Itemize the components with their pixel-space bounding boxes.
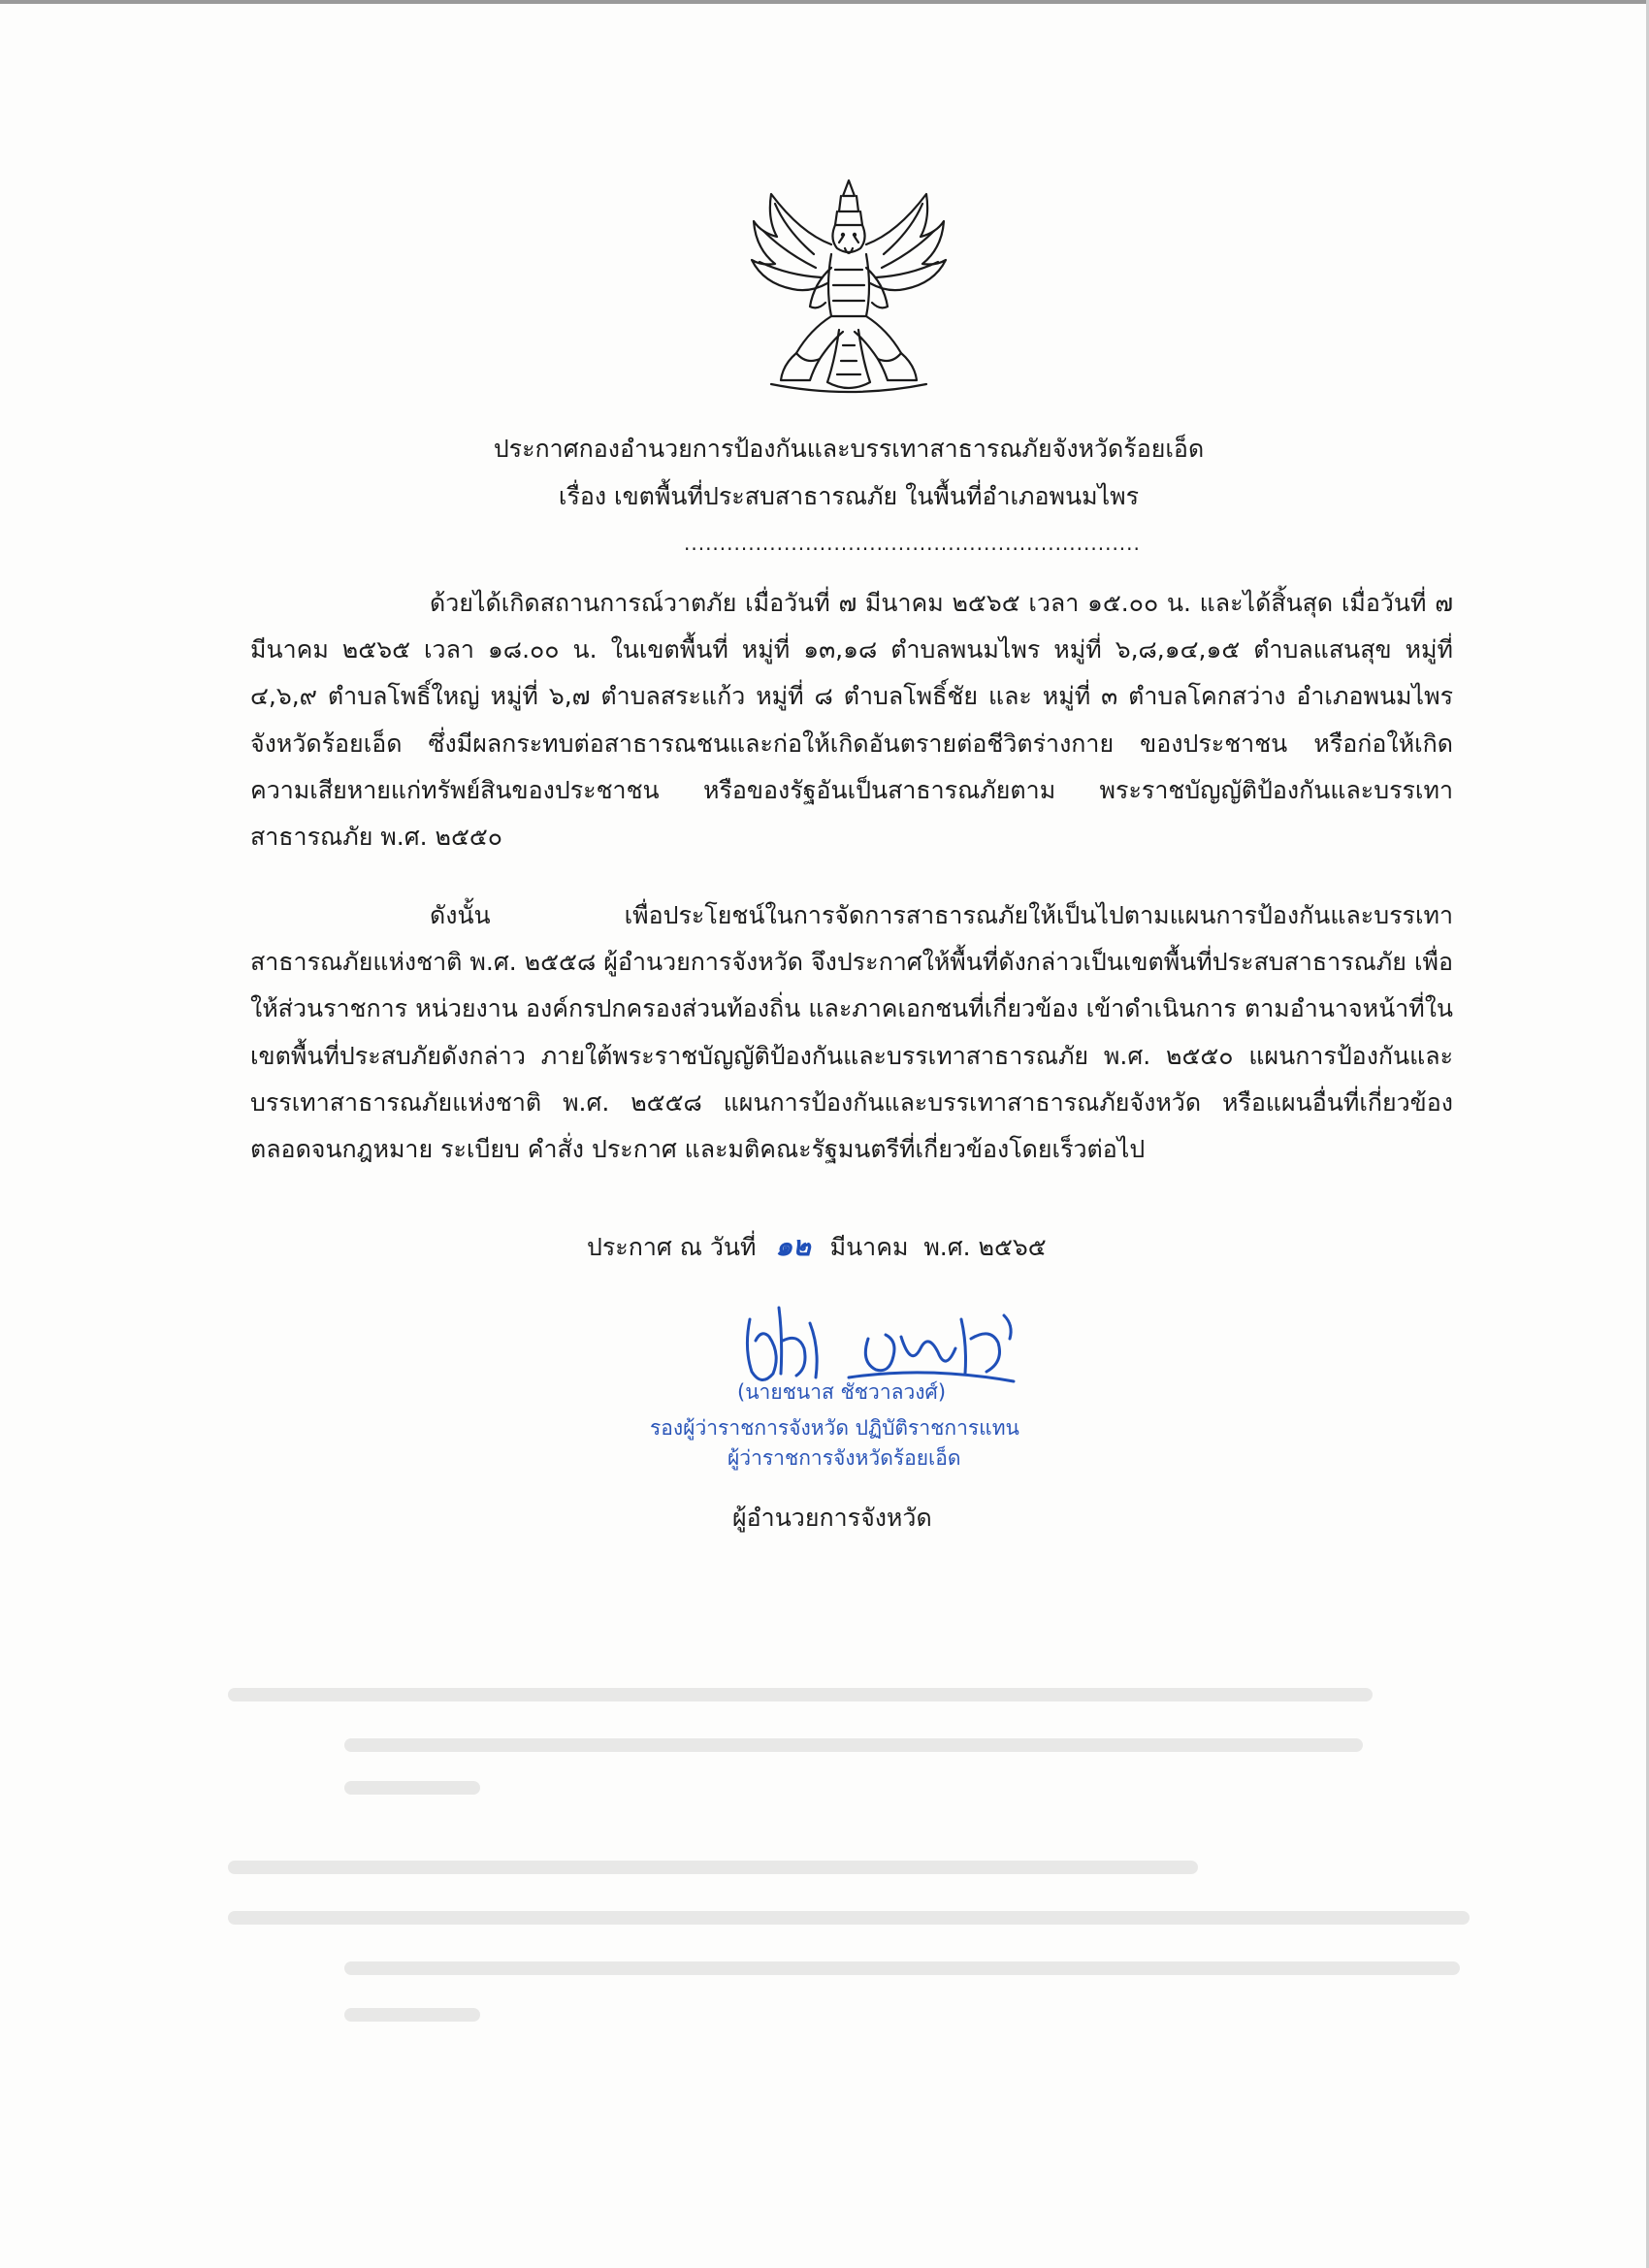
date-prefix: ประกาศ ณ วันที่ <box>587 1233 757 1261</box>
signatory-name: (นายชนาส ชัชวาลวงศ์) <box>737 1380 947 1404</box>
announcement-date <box>587 1227 1047 1267</box>
body-paragraph-2: ดังนั้น เพื่อประโยชน์ในการจัดการสาธารณภัยให้เป็นไปตามแผนการป้องกันและบรรเทา สาธารณภัยแห่งชาติ พ.ศ. ๒๕๕๘ ผู้อำนวยการจังหวัด จึงประกาศให้พื้นที่ดังกล่าวเป็นเขตพื้นที่ประสบสาธารณภัย เพื่อให้ส่วนราชการ หน่วยงาน องค์กรปกครองส่วนท้องถิ่น และภาคเอกชนที่เกี่ยวข้อง เข้าดำเนินการ ตามอำนาจหน้าที่ในเขตพื้นที่ประสบภัยดังกล่าว ภายใต้พระราชบัญญัติป้องกันและบรรเทาสาธารณภัย พ.ศ. ๒๕๕๐ แผนการป้องกันและบรรเทาสาธารณภัยแห่งชาติ พ.ศ. ๒๕๕๘ แผนการป้องกันและบรรเทาสาธารณภัยจังหวัด หรือแผนอื่นที่เกี่ยวข้อง ตลอดจนกฎหมาย ระเบียบ คำสั่ง ประกาศ และมติคณะรัฐมนตรีที่เกี่ยวข้องโดยเร็วต่อไป <box>250 901 1453 1164</box>
date-year: พ.ศ. ๒๕๖๕ <box>923 1233 1047 1261</box>
date-month: มีนาคม <box>829 1233 909 1261</box>
body-paragraph-1: ด้วยได้เกิดสถานการณ์วาตภัย เมื่อวันที่ ๗ มีนาคม ๒๕๖๕ เวลา ๑๕.๐๐ น. และได้สิ้นสุด เมื่อวันที่ ๗ มีนาคม ๒๕๖๕ เวลา ๑๘.๐๐ น. ในเขตพื้นที่ หมู่ที่ ๑๓,๑๘ ตำบลพนมไพร หมู่ที่ ๖,๘,๑๔,๑๕ ตำบลแสนสุข หมู่ที่ ๔,๖,๙ ตำบลโพธิ์ใหญ่ หมู่ที่ ๖,๗ ตำบลสระแก้ว หมู่ที่ ๘ ตำบลโพธิ์ชัย และ หมู่ที่ ๓ ตำบลโคกสว่าง อำเภอพนมไพร จังหวัดร้อยเอ็ด ซึ่งมีผลกระทบต่อสาธารณชนและก่อให้เกิดอันตรายต่อชีวิตร่างกาย ของประชาชน หรือก่อให้เกิดความเสียหายแก่ทรัพย์สินของประชาชน หรือของรัฐอันเป็นสาธารณภัยตาม พระราชบัญญัติป้องกันและบรรเทาสาธารณภัย พ.ศ. ๒๕๕๐ <box>250 589 1453 852</box>
reverse-side-show-through <box>228 1688 1470 2057</box>
signatory-title-line-1: รองผู้ว่าราชการจังหวัด ปฏิบัติราชการแทน <box>650 1416 1019 1440</box>
scan-edge-top <box>0 0 1649 4</box>
garuda-emblem-icon <box>742 175 955 398</box>
signatory-title-line-2: ผู้ว่าราชการจังหวัดร้อยเอ็ด <box>728 1446 961 1470</box>
announcement-subject: เรื่อง เขตพื้นที่ประสบสาธารณภัย ในพื้นที่อำเภอพนมไพร <box>558 482 1140 510</box>
announcement-title: ประกาศกองอำนวยการป้องกันและบรรเทาสาธารณภัยจังหวัดร้อยเอ็ด <box>493 435 1205 463</box>
signatory-position: ผู้อำนวยการจังหวัด <box>732 1504 932 1532</box>
title-separator: ................................................................ <box>684 532 1141 555</box>
date-day: ๑๒ <box>775 1230 811 1262</box>
